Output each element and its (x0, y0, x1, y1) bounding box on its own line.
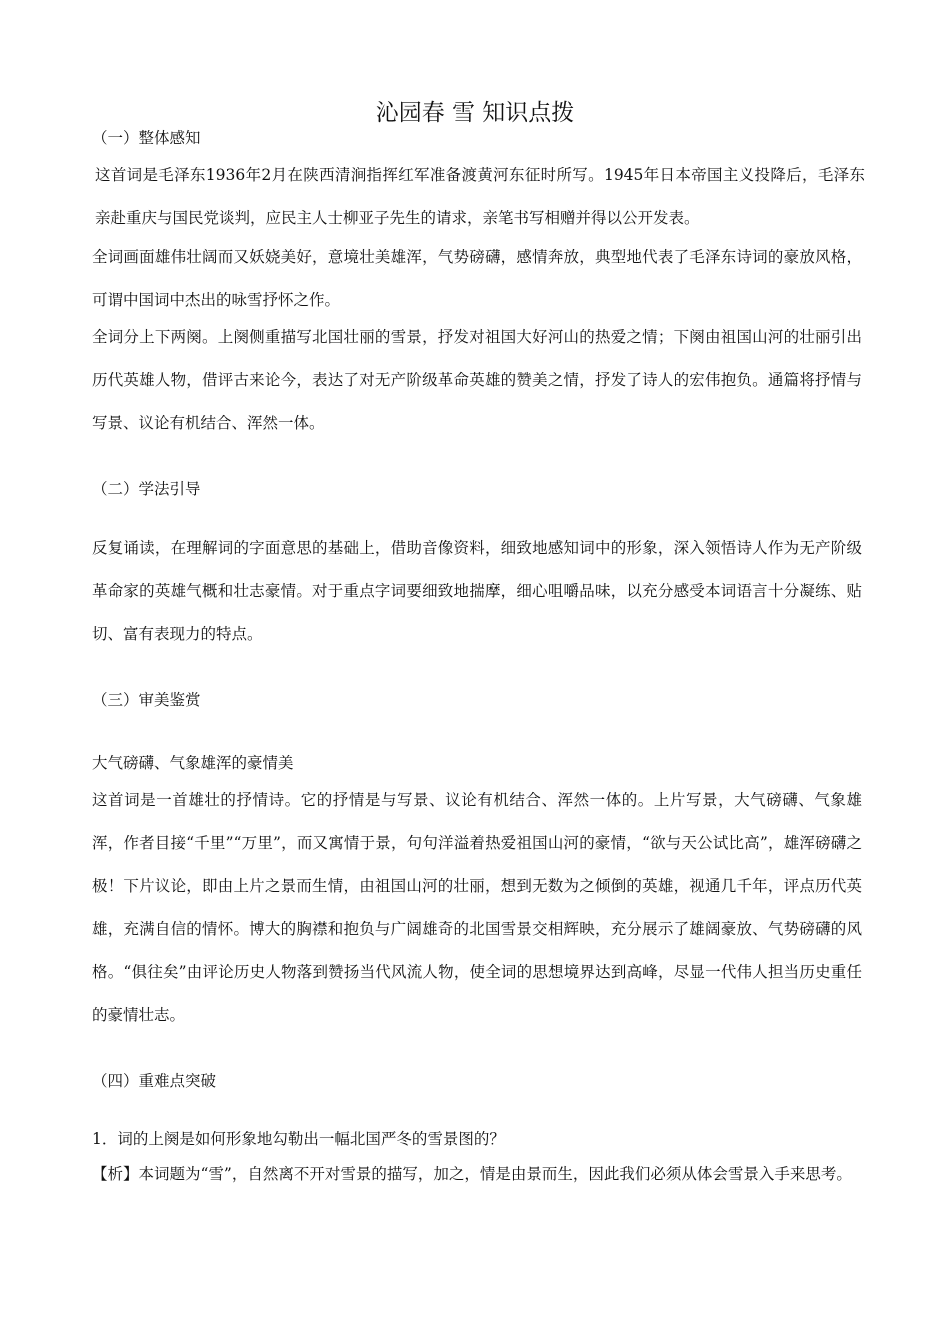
section-heading-aesthetic: （三）审美鉴赏 (92, 691, 201, 709)
paragraph-aesthetic: 这首词是一首雄壮的抒情诗。它的抒情是与写景、议论有机结合、浑然一体的。上片写景，大气磅礴、气象雄浑，作者目接“千里”“万里”，而又寓情于景，句句洋溢着热爱祖国山河的豪情，“欲与天公试比高”，雄浑磅礴之极！下片议论，即由上片之景而生情，由祖国山河的壮丽，想到无数为之倾倒的英雄，视通几千年，评点历代英雄，充满自信的情怀。博大的胸襟和抱负与广阔雄奇的北国雪景交相辉映，充分展示了雄阔豪放、气势磅礴的风格。“俱往矣”由评论历史人物落到赞扬当代风流人物，使全词的思想境界达到高峰，尽显一代伟人担当历史重任的豪情壮志。 (92, 791, 862, 1024)
paragraph-style: 全词画面雄伟壮阔而又妖娆美好，意境壮美雄浑，气势磅礴，感情奔放，典型地代表了毛泽东诗词的豪放风格，可谓中国词中杰出的咏雪抒怀之作。 (92, 248, 862, 309)
paragraph-background: 这首词是毛泽东1936年2月在陕西清涧指挥红军准备渡黄河东征时所写。1945年日本帝国主义投降后，毛泽东亲赴重庆与国民党谈判，应民主人士柳亚子先生的请求，亲笔书写相赠并得以公开发表。 (95, 166, 865, 227)
paragraph-structure: 全词分上下两阕。上阕侧重描写北国壮丽的雪景，抒发对祖国大好河山的热爱之情；下阕由祖国山河的壮丽引出历代英雄人物，借评古来论今，表达了对无产阶级革命英雄的赞美之情，抒发了诗人的宏伟抱负。通篇将抒情与写景、议论有机结合、浑然一体。 (92, 328, 862, 432)
document-title: 沁园春 雪 知识点拨 (375, 100, 575, 126)
section-heading-method: （二）学法引导 (92, 480, 201, 498)
paragraph-method: 反复诵读，在理解词的字面意思的基础上，借助音像资料，细致地感知词中的形象，深入领悟诗人作为无产阶级革命家的英雄气概和壮志豪情。对于重点字词要细致地揣摩，细心咀嚼品味，以充分感受本词语言十分凝练、贴切、富有表现力的特点。 (92, 539, 862, 643)
question-1: 1．词的上阕是如何形象地勾勒出一幅北国严冬的雪景图的？ (92, 1130, 505, 1148)
section-heading-overall: （一）整体感知 (92, 129, 201, 147)
analysis-1: 【析】本词题为“雪”，自然离不开对雪景的描写，加之，情是由景而生，因此我们必须从体会雪景入手来思考。 (92, 1165, 852, 1183)
aesthetic-subheading: 大气磅礴、气象雄浑的豪情美 (92, 754, 294, 772)
section-heading-key-points: （四）重难点突破 (92, 1072, 217, 1090)
